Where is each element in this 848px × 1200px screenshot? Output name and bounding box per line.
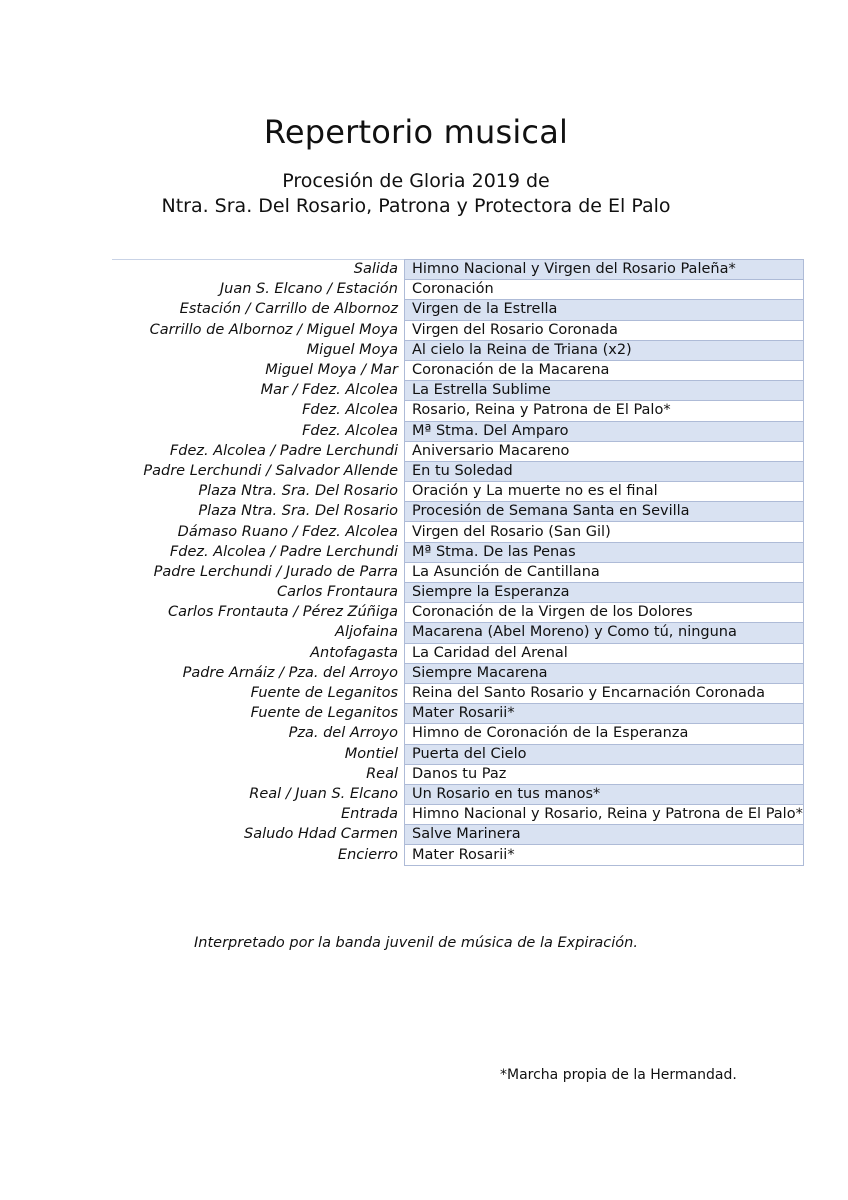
table-row [112, 845, 803, 865]
route-location: Encierro [337, 846, 398, 863]
march-title: La Caridad del Arenal [405, 643, 804, 663]
route-location: Carrillo de Albornoz / Miguel Moya [149, 321, 398, 338]
table-row [112, 583, 803, 603]
march-title: En tu Soledad [405, 461, 804, 481]
march-title: Un Rosario en tus manos* [405, 784, 804, 804]
route-location: Carlos Frontaura [276, 584, 398, 601]
route-location: Saludo Hdad Carmen [243, 826, 398, 843]
route-location: Padre Lerchundi / Salvador Allende [143, 462, 398, 479]
march-title: Coronación de la Virgen de los Dolores [405, 603, 804, 623]
march-title: Virgen de la Estrella [405, 300, 804, 320]
march-title: Macarena (Abel Moreno) y Como tú, ninguna [405, 623, 804, 643]
route-location: Mar / Fdez. Alcolea [260, 382, 398, 399]
band-credit: Interpretado por la banda juvenil de música de la Expiración. [194, 935, 638, 951]
march-title: Himno Nacional y Virgen del Rosario Paleña* [405, 260, 804, 280]
table-row [112, 542, 803, 562]
march-title: Mater Rosarii* [405, 704, 804, 724]
route-location: Aljofaina [335, 624, 398, 641]
route-location: Fdez. Alcolea [302, 402, 398, 419]
route-location: Estación / Carrillo de Albornoz [179, 301, 398, 318]
table-row [112, 461, 803, 481]
table-row [112, 683, 803, 703]
march-title: La Estrella Sublime [405, 381, 804, 401]
table-row [112, 805, 803, 825]
table-row [112, 280, 803, 300]
march-title: Virgen del Rosario Coronada [405, 320, 804, 340]
table-row [112, 401, 803, 421]
march-title: Aniversario Macareno [405, 441, 804, 461]
footnote: *Marcha propia de la Hermandad. [500, 1067, 737, 1083]
route-location: Padre Arnáiz / Pza. del Arroyo [182, 664, 398, 681]
table-row [112, 482, 803, 502]
table-row [112, 360, 803, 380]
table-row [112, 421, 803, 441]
march-title: La Asunción de Cantillana [405, 562, 804, 582]
route-location: Carlos Frontauta / Pérez Zúñiga [167, 604, 398, 621]
march-title: Reina del Santo Rosario y Encarnación Coronada [405, 683, 804, 703]
route-location: Pza. del Arroyo [288, 725, 398, 742]
table-row [112, 320, 803, 340]
route-location: Miguel Moya [306, 341, 398, 358]
repertoire-table [112, 259, 804, 866]
route-location: Antofagasta [310, 644, 398, 661]
table-row [112, 663, 803, 683]
march-title: Danos tu Paz [405, 764, 804, 784]
route-location: Juan S. Elcano / Estación [219, 281, 398, 298]
table-row [112, 764, 803, 784]
table-row [112, 441, 803, 461]
table-row [112, 502, 803, 522]
route-location: Plaza Ntra. Sra. Del Rosario [198, 503, 398, 520]
route-location: Fdez. Alcolea / Padre Lerchundi [169, 543, 398, 560]
march-title: Oración y La muerte no es el final [405, 482, 804, 502]
table-row [112, 381, 803, 401]
march-title: Coronación [405, 280, 804, 300]
route-location: Entrada [341, 806, 398, 823]
table-row [112, 784, 803, 804]
table-row [112, 522, 803, 542]
table-row [112, 603, 803, 623]
table-row [112, 340, 803, 360]
march-title: Siempre la Esperanza [405, 583, 804, 603]
march-title: Himno Nacional y Rosario, Reina y Patrona de El Palo* [405, 805, 804, 825]
march-title: Mª Stma. De las Penas [405, 542, 804, 562]
march-title: Salve Marinera [405, 825, 804, 845]
page-title: Repertorio musical [263, 113, 569, 151]
table-row [112, 300, 803, 320]
route-location: Montiel [344, 745, 398, 762]
route-location: Fuente de Leganitos [250, 705, 398, 722]
subtitle-line-2: Ntra. Sra. Del Rosario, Patrona y Protectora de El Palo [161, 195, 671, 217]
table-row [112, 623, 803, 643]
repertoire-table-body [112, 260, 803, 866]
table-row [112, 724, 803, 744]
route-location: Dámaso Ruano / Fdez. Alcolea [177, 523, 398, 540]
route-location: Plaza Ntra. Sra. Del Rosario [198, 483, 398, 500]
table-row [112, 744, 803, 764]
route-location: Fdez. Alcolea [302, 422, 398, 439]
march-title: Puerta del Cielo [405, 744, 804, 764]
route-location: Real / Juan S. Elcano [249, 785, 398, 802]
route-location: Padre Lerchundi / Jurado de Parra [153, 563, 398, 580]
march-title: Mª Stma. Del Amparo [405, 421, 804, 441]
march-title: Virgen del Rosario (San Gil) [405, 522, 804, 542]
table-row [112, 260, 803, 280]
march-title: Mater Rosarii* [405, 845, 804, 865]
route-location: Salida [353, 261, 398, 278]
route-location: Fdez. Alcolea / Padre Lerchundi [169, 442, 398, 459]
table-row [112, 825, 803, 845]
march-title: Coronación de la Macarena [405, 360, 804, 380]
route-location: Fuente de Leganitos [250, 685, 398, 702]
table-row [112, 704, 803, 724]
march-title: Himno de Coronación de la Esperanza [405, 724, 804, 744]
route-location: Miguel Moya / Mar [265, 362, 398, 379]
table-row [112, 643, 803, 663]
subtitle-line-1: Procesión de Gloria 2019 de [282, 170, 550, 192]
march-title: Siempre Macarena [405, 663, 804, 683]
march-title: Rosario, Reina y Patrona de El Palo* [405, 401, 804, 421]
march-title: Procesión de Semana Santa en Sevilla [405, 502, 804, 522]
table-row [112, 562, 803, 582]
route-location: Real [366, 765, 398, 782]
march-title: Al cielo la Reina de Triana (x2) [405, 340, 804, 360]
